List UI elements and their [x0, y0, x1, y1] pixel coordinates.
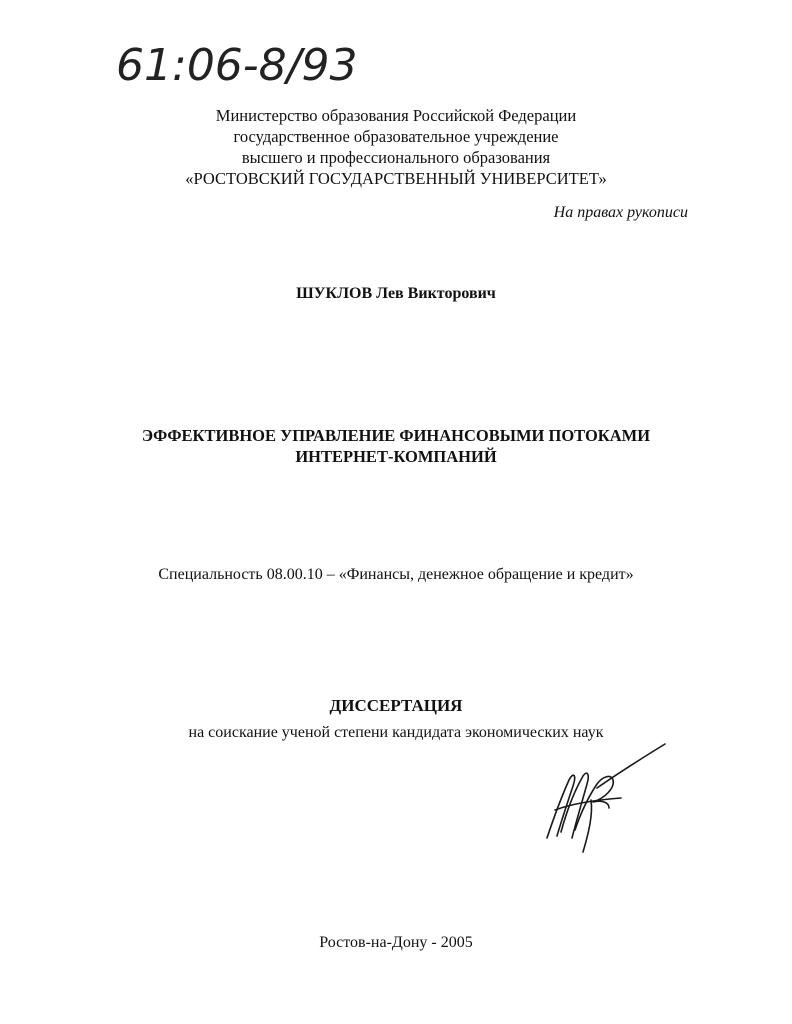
education-level-line: высшего и профессионального образования: [241, 148, 551, 167]
document-type: ДИССЕРТАЦИЯ: [329, 696, 463, 715]
university-name: «РОСТОВСКИЙ ГОСУДАРСТВЕННЫЙ УНИВЕРСИТЕТ»: [185, 169, 607, 188]
organization-header: [0, 105, 792, 189]
title-line-2: ИНТЕРНЕТ-КОМПАНИЙ: [295, 447, 497, 466]
handwritten-archive-number: [112, 18, 382, 108]
degree-line: на соискание ученой степени кандидата экономических наук: [188, 724, 604, 741]
institution-type-line: государственное образовательное учреждение: [233, 127, 559, 146]
manuscript-note: На правах рукописи: [553, 204, 688, 221]
specialty-line: Специальность 08.00.10 – «Финансы, денежное обращение и кредит»: [158, 566, 634, 583]
archive-number-text: 61:06-8/93: [116, 40, 358, 91]
title-line-1: ЭФФЕКТИВНОЕ УПРАВЛЕНИЕ ФИНАНСОВЫМИ ПОТОКАМИ: [141, 426, 651, 445]
signature-image: [535, 740, 675, 865]
ministry-line: Министерство образования Российской Федерации: [215, 106, 577, 125]
dissertation-title: [0, 425, 792, 467]
author-name: ШУКЛОВ Лев Викторович: [296, 285, 496, 302]
city-and-year: Ростов-на-Дону - 2005: [319, 934, 473, 951]
